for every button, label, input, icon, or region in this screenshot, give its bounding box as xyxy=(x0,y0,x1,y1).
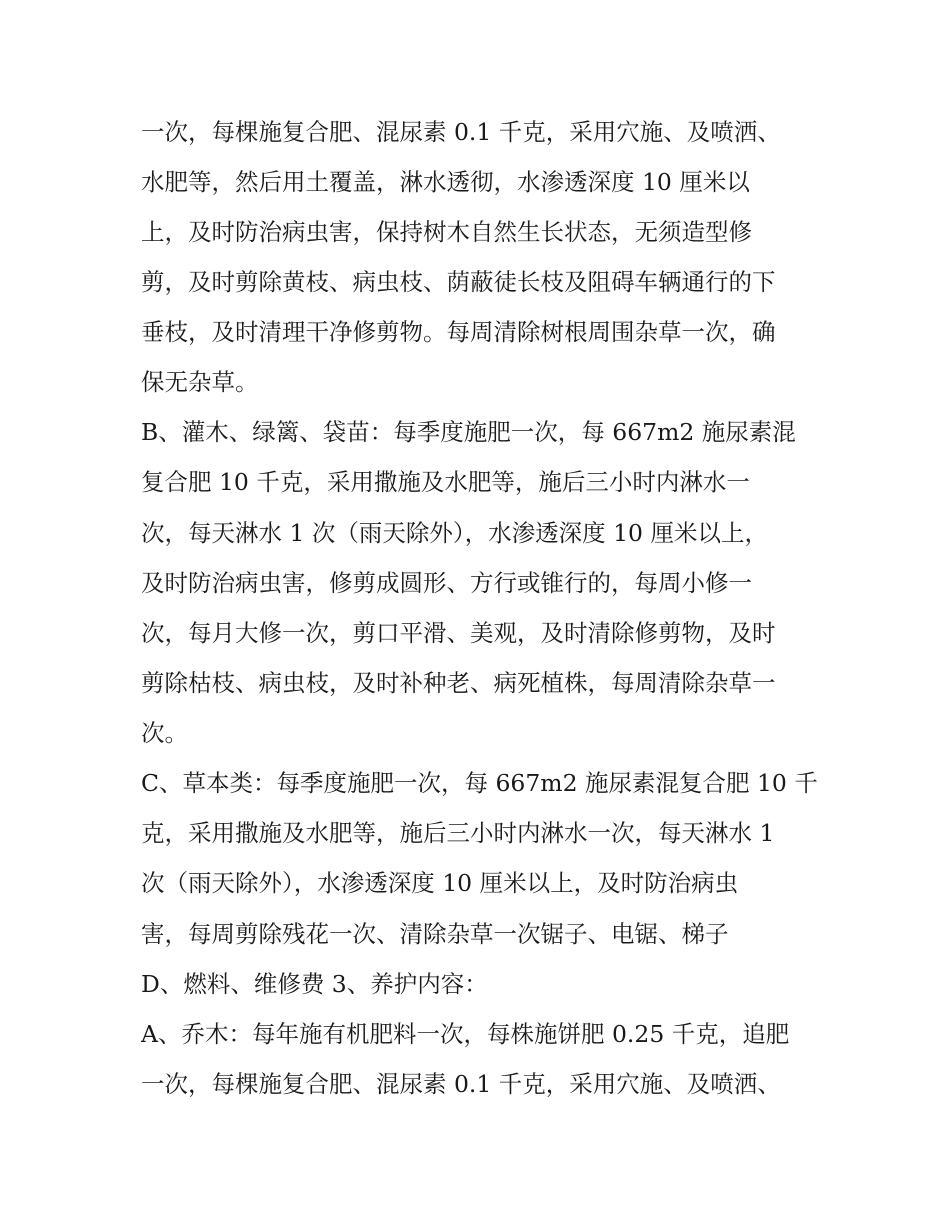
text-line: 害，每周剪除残花一次、清除杂草一次锯子、电锯、梯子 xyxy=(141,920,729,948)
text-line: 剪除枯枝、病虫枝，及时补种老、病死植株，每周清除杂草一 xyxy=(141,669,776,697)
text-line: 保无杂草。 xyxy=(141,368,259,396)
text-line: 剪，及时剪除黄枝、病虫枝、荫蔽徒长枝及阻碍车辆通行的下 xyxy=(141,268,776,296)
text-line: 上，及时防治病虫害，保持树木自然生长状态，无须造型修 xyxy=(141,218,752,246)
text-line: 垂枝，及时清理干净修剪物。每周清除树根周围杂草一次，确 xyxy=(141,318,776,346)
text-line: 次（雨天除外），水渗透深度 10 厘米以上，及时防治病虫 xyxy=(141,869,739,897)
text-line: 一次，每棵施复合肥、混尿素 0.1 千克，采用穴施、及喷洒、 xyxy=(141,1070,781,1098)
text-line: D、燃料、维修费 3、养护内容： xyxy=(141,970,488,998)
text-line: A、乔木：每年施有机肥料一次，每株施饼肥 0.25 千克，追肥 xyxy=(141,1020,790,1048)
text-line: 次，每天淋水 1 次（雨天除外），水渗透深度 10 厘米以上， xyxy=(141,519,768,547)
text-line: 及时防治病虫害，修剪成圆形、方行或锥行的，每周小修一 xyxy=(141,569,752,597)
text-line: 次。 xyxy=(141,719,188,747)
text-line: 一次，每棵施复合肥、混尿素 0.1 千克，采用穴施、及喷洒、 xyxy=(141,118,781,146)
text-line: 水肥等，然后用土覆盖，淋水透彻，水渗透深度 10 厘米以 xyxy=(141,168,750,196)
text-line: 复合肥 10 千克，采用撒施及水肥等，施后三小时内淋水一 xyxy=(141,468,750,496)
text-line: 克，采用撒施及水肥等，施后三小时内淋水一次，每天淋水 1 xyxy=(141,819,775,847)
text-line: C、草本类：每季度施肥一次，每 667m2 施尿素混复合肥 10 千 xyxy=(141,769,818,797)
text-line: B、灌木、绿篱、袋苗：每季度施肥一次，每 667m2 施尿素混 xyxy=(141,418,796,446)
text-line: 次，每月大修一次，剪口平滑、美观，及时清除修剪物，及时 xyxy=(141,619,776,647)
